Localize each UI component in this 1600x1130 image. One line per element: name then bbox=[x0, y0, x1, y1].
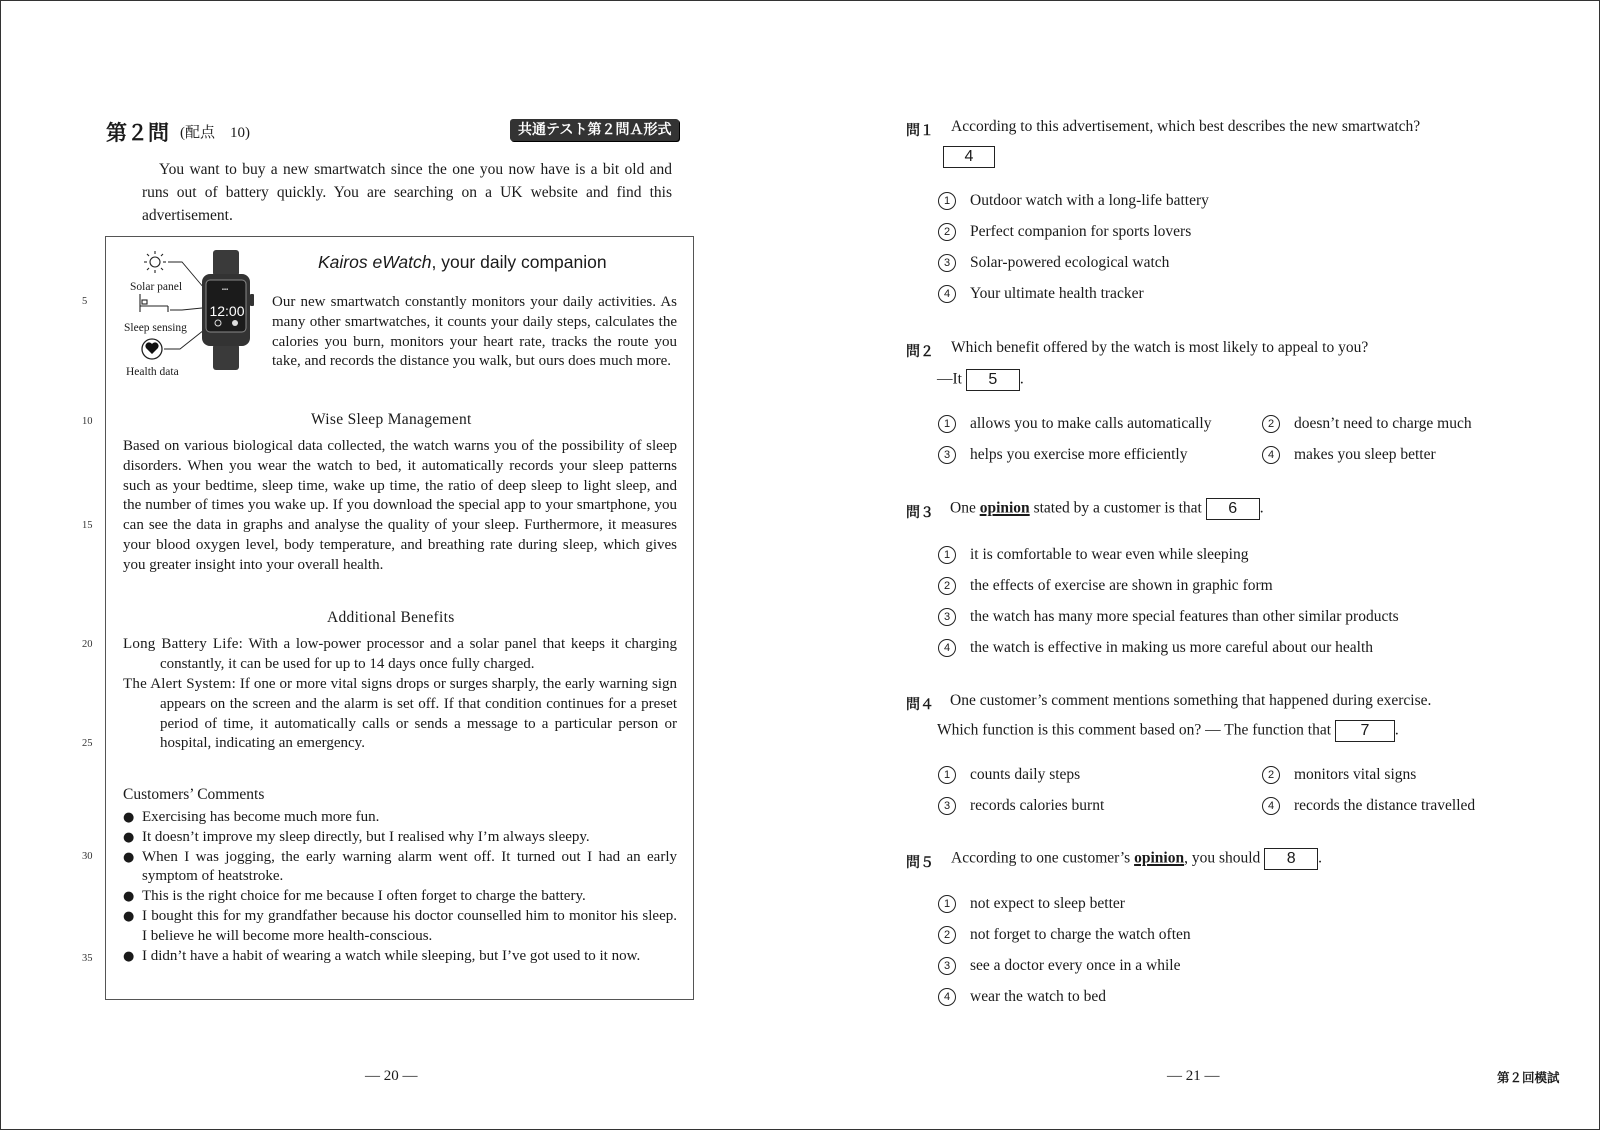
option-text: see a doctor every once in a while bbox=[970, 957, 1181, 974]
choice-number: 3 bbox=[938, 608, 956, 626]
option-text: the watch is effective in making us more careful about our health bbox=[970, 639, 1373, 656]
q4-option-2 bbox=[1262, 766, 1416, 784]
option-text: the effects of exercise are shown in graphic form bbox=[970, 577, 1273, 594]
list-item: ● I didn’t have a habit of wearing a watch while sleeping, but I’ve got used to it now. bbox=[123, 947, 677, 967]
q2-option-2 bbox=[1262, 415, 1472, 433]
choice-number: 3 bbox=[938, 254, 956, 272]
choice-number: 4 bbox=[1262, 446, 1280, 464]
option-text: makes you sleep better bbox=[1294, 446, 1436, 463]
q5-option-1 bbox=[938, 895, 1125, 913]
list-item: ● I bought this for my grandfather because his doctor counselled him to monitor his sleep. I believe he will become more health-conscious. bbox=[123, 907, 677, 947]
question-4-label: 問４ bbox=[906, 697, 934, 713]
q1-option-1 bbox=[938, 192, 1209, 210]
comments-list bbox=[123, 808, 677, 966]
label-health-data: Health data bbox=[126, 366, 179, 378]
q3-option-3 bbox=[938, 608, 1399, 626]
watch-time-display: 12:00 bbox=[209, 303, 245, 319]
list-item: ● This is the right choice for me because I often forget to charge the battery. bbox=[123, 887, 677, 907]
choice-number: 3 bbox=[938, 446, 956, 464]
ad-title bbox=[318, 252, 607, 273]
option-text: helps you exercise more efficiently bbox=[970, 446, 1188, 463]
tail-text: . bbox=[1394, 721, 1399, 739]
list-item: ● It doesn’t improve my sleep directly, but I realised why I’m always sleepy. bbox=[123, 828, 677, 848]
sleep-paragraph: Based on various biological data collected, the watch warns you of the possibility of sleep disorders. When you wear the watch to bed, it automatically records your sleep patterns such as your bedtime, sleep time, wake up time, the ratio of deep sleep to light sleep, and the number of times you wake up. If you download the special app to your smartphone, you can see the data in graphs and analyse the quality of your sleep. Furthermore, it measures your blood oxygen level, body temperature, and breathing rate during sleep, which gives you greater insight into your overall health. bbox=[123, 438, 677, 573]
ad-intro-paragraph: Our new smartwatch constantly monitors your daily activities. As many other smartwatches, it counts your daily steps, calculates the calories you burn, monitors your heart rate, tracks the route you take, and records the distance you walk, but ours does much more. bbox=[272, 294, 677, 370]
tail-text: . bbox=[1019, 370, 1024, 388]
question-2-label: 問２ bbox=[906, 344, 934, 360]
question-3-text bbox=[950, 498, 1264, 520]
choice-number: 1 bbox=[938, 192, 956, 210]
q2-option-4 bbox=[1262, 446, 1436, 464]
q1-option-3 bbox=[938, 254, 1169, 272]
choice-number: 4 bbox=[938, 988, 956, 1006]
option-text: records the distance travelled bbox=[1294, 797, 1476, 814]
list-item: ● When I was jogging, the early warning alarm went off. It turned out I had an early symptom of heatstroke. bbox=[123, 848, 677, 888]
option-text: counts daily steps bbox=[970, 766, 1081, 783]
line-number: 25 bbox=[82, 738, 93, 749]
emphasis-word: opinion bbox=[1134, 849, 1185, 867]
page-number-left: — 20 — bbox=[365, 1068, 418, 1084]
benefits-heading: Additional Benefits bbox=[327, 609, 455, 626]
q5-option-4 bbox=[938, 988, 1106, 1006]
question-2-text: Which benefit offered by the watch is most likely to appeal to you? bbox=[951, 339, 1369, 356]
option-text: not expect to sleep better bbox=[970, 895, 1125, 912]
tail-text: . bbox=[1318, 849, 1323, 867]
option-text: doesn’t need to charge much bbox=[1294, 415, 1472, 432]
line-number: 30 bbox=[82, 851, 93, 862]
heart-icon bbox=[142, 339, 162, 359]
option-text: not forget to charge the watch often bbox=[970, 926, 1191, 943]
q3-option-4 bbox=[938, 639, 1373, 657]
line-number: 10 bbox=[82, 416, 93, 427]
question-5-label: 問５ bbox=[906, 855, 934, 871]
benefit-term: The Alert System: bbox=[123, 676, 236, 692]
benefit-text: If one or more vital signs drops or surges sharply, the early warning sign appears on the screen and the alarm is set off. If that condition continues for a preset period of time, it automatically calls or sends a message to a particular person or hospital, indicating an emergency. bbox=[160, 676, 677, 752]
question-5-text bbox=[951, 848, 1322, 870]
text-after: , you should bbox=[1184, 849, 1261, 867]
ad-tagline: , your daily companion bbox=[431, 252, 607, 272]
answer-box: 6 bbox=[1206, 498, 1260, 520]
answer-box: 8 bbox=[1264, 848, 1318, 870]
label-sleep-sensing: Sleep sensing bbox=[124, 322, 187, 334]
question-1-label: 問１ bbox=[906, 123, 934, 139]
choice-number: 1 bbox=[938, 546, 956, 564]
q1-option-4 bbox=[938, 285, 1144, 303]
choice-number: 4 bbox=[938, 285, 956, 303]
choice-number: 3 bbox=[938, 957, 956, 975]
benefit-alert bbox=[123, 675, 677, 754]
answer-box: 4 bbox=[943, 146, 995, 168]
question-1-text: According to this advertisement, which best describes the new smartwatch? bbox=[951, 118, 1421, 135]
choice-number: 4 bbox=[1262, 797, 1280, 815]
comments-heading: Customers’ Comments bbox=[123, 786, 265, 803]
choice-number: 3 bbox=[938, 797, 956, 815]
benefit-term: Long Battery Life: bbox=[123, 636, 243, 652]
q4-option-3 bbox=[938, 797, 1104, 815]
svg-text:▪▪▪: ▪▪▪ bbox=[221, 287, 229, 293]
lead-text: —It bbox=[937, 370, 962, 388]
intro-paragraph: You want to buy a new smartwatch since the one you now have is a bit old and runs out of battery quickly. You are searching on a UK website and find this advertisement. bbox=[142, 161, 672, 224]
option-text: it is comfortable to wear even while sleeping bbox=[970, 546, 1249, 563]
benefit-text: With a low-power processor and a solar panel that keeps it charging constantly, it can be used for up to 14 days once fully charged. bbox=[160, 636, 677, 672]
watch-figure bbox=[120, 250, 270, 380]
question-4-text: One customer’s comment mentions something that happened during exercise. bbox=[950, 692, 1432, 709]
text-before: According to one customer’s bbox=[951, 849, 1131, 867]
choice-number: 1 bbox=[938, 895, 956, 913]
line-number: 20 bbox=[82, 639, 93, 650]
choice-number: 1 bbox=[938, 415, 956, 433]
line-number: 5 bbox=[82, 296, 88, 307]
question-1-answer bbox=[943, 146, 995, 168]
q5-option-2 bbox=[938, 926, 1191, 944]
question-2-lead bbox=[937, 369, 1024, 391]
q2-option-3 bbox=[938, 446, 1188, 464]
option-text: allows you to make calls automatically bbox=[970, 415, 1212, 432]
q5-option-3 bbox=[938, 957, 1180, 975]
q4-option-1 bbox=[938, 766, 1080, 784]
text-after: stated by a customer is that bbox=[1033, 499, 1202, 517]
label-solar-panel: Solar panel bbox=[130, 281, 183, 293]
line-number: 35 bbox=[82, 953, 93, 964]
question-3-label: 問３ bbox=[906, 505, 934, 521]
emphasis-word: opinion bbox=[979, 499, 1030, 517]
benefit-battery bbox=[123, 635, 677, 675]
answer-box: 5 bbox=[966, 369, 1020, 391]
q2-option-1 bbox=[938, 415, 1211, 433]
option-text: Perfect companion for sports lovers bbox=[970, 223, 1192, 240]
choice-number: 1 bbox=[938, 766, 956, 784]
line-number: 15 bbox=[82, 520, 93, 531]
option-text: Outdoor watch with a long-life battery bbox=[970, 192, 1209, 209]
answer-box: 7 bbox=[1335, 720, 1395, 742]
q3-option-1 bbox=[938, 546, 1248, 564]
option-text: records calories burnt bbox=[970, 797, 1105, 814]
question-4-text-line2 bbox=[937, 720, 1399, 742]
page-number-right: — 21 — bbox=[1167, 1068, 1220, 1084]
bed-icon bbox=[140, 294, 168, 312]
choice-number: 2 bbox=[938, 926, 956, 944]
q4-option-4 bbox=[1262, 797, 1475, 815]
option-text: wear the watch to bed bbox=[970, 988, 1106, 1005]
choice-number: 2 bbox=[1262, 766, 1280, 784]
question-title: 第２問 bbox=[106, 121, 169, 145]
text-before: One bbox=[950, 499, 976, 517]
q3-option-2 bbox=[938, 577, 1273, 595]
sun-icon bbox=[144, 251, 166, 273]
option-text: the watch has many more special features than other similar products bbox=[970, 608, 1399, 625]
text-line2: Which function is this comment based on? — The function that bbox=[937, 721, 1332, 739]
option-text: Your ultimate health tracker bbox=[970, 285, 1144, 302]
option-text: Solar-powered ecological watch bbox=[970, 254, 1170, 271]
option-text: monitors vital signs bbox=[1294, 766, 1417, 783]
choice-number: 2 bbox=[938, 577, 956, 595]
choice-number: 2 bbox=[1262, 415, 1280, 433]
question-points: (配点 10) bbox=[180, 125, 250, 141]
choice-number: 4 bbox=[938, 639, 956, 657]
format-badge: 共通テスト第２問Ａ形式 bbox=[510, 119, 679, 141]
tail-text: . bbox=[1259, 499, 1264, 517]
q1-option-2 bbox=[938, 223, 1191, 241]
choice-number: 2 bbox=[938, 223, 956, 241]
footer-tag: 第２回模試 bbox=[1497, 1070, 1560, 1085]
list-item: ● Exercising has become much more fun. bbox=[123, 808, 677, 828]
ad-brand: Kairos eWatch bbox=[318, 252, 432, 272]
sleep-heading: Wise Sleep Management bbox=[311, 411, 472, 428]
